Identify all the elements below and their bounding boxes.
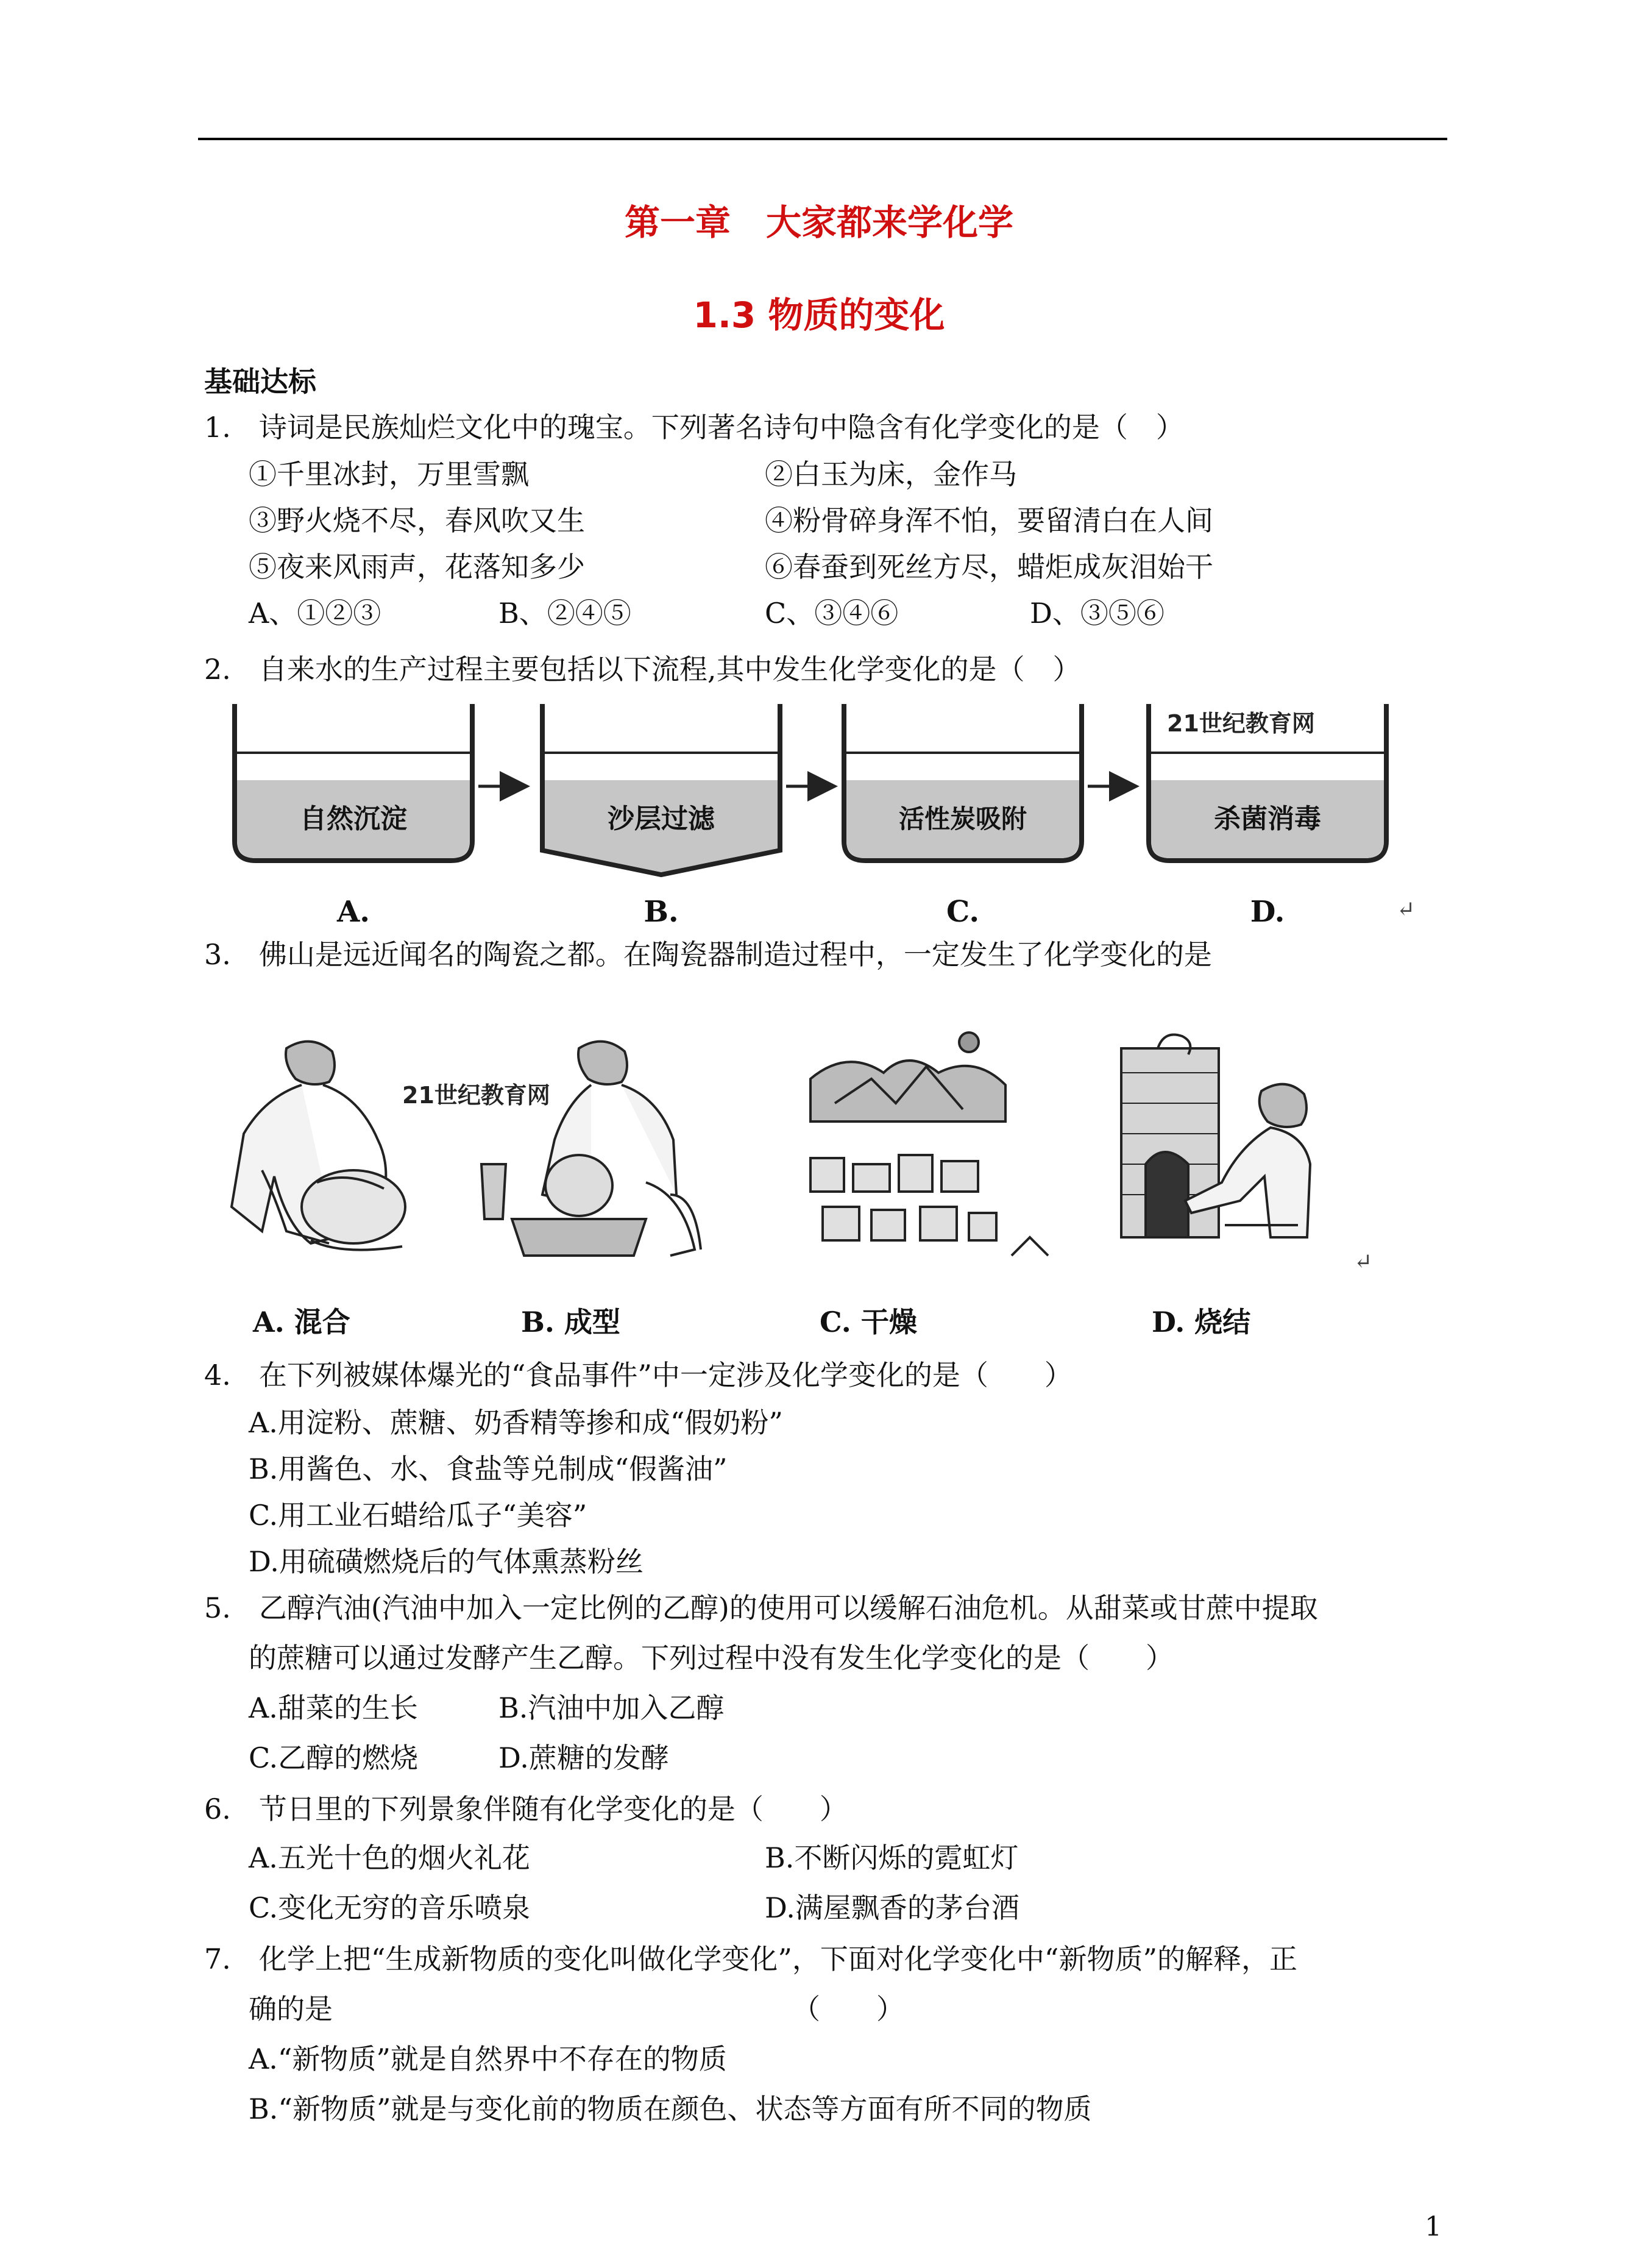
q1-option-c: C、③④⑥	[765, 597, 899, 630]
q4-option-d: D.用硫磺燃烧后的气体熏蒸粉丝	[249, 1545, 644, 1578]
tank-b	[542, 704, 780, 875]
q5-option-b: B.汽油中加入乙醇	[498, 1691, 725, 1724]
tank-d	[1149, 704, 1386, 861]
q4-stem: 4. 在下列被媒体爆光的“食品事件”中一定涉及化学变化的是（ ）	[204, 1359, 1072, 1392]
chapter-title: 第一章 大家都来学化学	[624, 202, 1013, 243]
pottery-caption-b: B. 成型	[521, 1306, 620, 1338]
diagram-letter-b: B.	[644, 895, 679, 929]
q1-item-1: ①千里冰封，万里雪飘	[249, 458, 529, 491]
q7-option-a: A.“新物质”就是自然界中不存在的物质	[249, 2042, 727, 2075]
q7-stem-line2: 确的是	[249, 1992, 333, 2025]
q1-item-6: ⑥春蚕到死丝方尽，蜡炬成灰泪始干	[765, 550, 1213, 583]
q7-stem-line1: 7. 化学上把“生成新物质的变化叫做化学变化”，下面对化学变化中“新物质”的解释，正	[204, 1943, 1297, 1975]
page-number: 1	[1425, 2211, 1442, 2242]
q6-option-c: C.变化无穷的音乐喷泉	[249, 1891, 531, 1924]
pottery-drying-illustration	[810, 1033, 1048, 1256]
q1-item-4: ④粉骨碎身浑不怕，要留清白在人间	[765, 504, 1213, 537]
q6-option-b: B.不断闪烁的霓虹灯	[765, 1841, 1019, 1874]
diagram-letter-a: A.	[337, 895, 370, 929]
q1-option-a: A、①②③	[249, 597, 381, 630]
q5-option-c: C.乙醇的燃烧	[249, 1741, 419, 1774]
pottery-mixing-illustration	[232, 1042, 405, 1250]
q1-option-d: D、③⑤⑥	[1030, 597, 1165, 630]
tank-a-label: 自然沉淀	[300, 803, 407, 834]
diagram-letter-c: C.	[946, 895, 980, 929]
pottery-caption-c: C. 干燥	[820, 1306, 917, 1338]
tank-d-label: 杀菌消毒	[1214, 803, 1321, 834]
q7-option-b: B.“新物质”就是与变化前的物质在颜色、状态等方面有所不同的物质	[249, 2092, 1092, 2125]
pottery-caption-a: A. 混合	[253, 1306, 350, 1338]
return-mark: ↵	[1397, 897, 1416, 922]
q4-option-b: B.用酱色、水、食盐等兑制成“假酱油”	[249, 1452, 728, 1485]
tank-c-label: 活性炭吸附	[898, 804, 1027, 834]
q1-item-3: ③野火烧不尽，春风吹又生	[249, 504, 585, 537]
pottery-caption-d: D. 烧结	[1152, 1306, 1251, 1338]
q6-option-a: A.五光十色的烟火礼花	[249, 1841, 530, 1874]
q5-stem-line1: 5. 乙醇汽油(汽油中加入一定比例的乙醇)的使用可以缓解石油危机。从甜菜或甘蔗中提取	[204, 1591, 1318, 1624]
pottery-firing-illustration	[1121, 1035, 1310, 1238]
pottery-illustrations	[225, 1024, 1395, 1341]
q4-option-c: C.用工业石蜡给瓜子“美容”	[249, 1499, 587, 1532]
q2-watermark: 21世纪教育网	[1167, 710, 1315, 737]
return-mark: ↵	[1354, 1250, 1373, 1274]
q6-stem: 6. 节日里的下列景象伴随有化学变化的是（ ）	[204, 1793, 848, 1825]
section-label: 基础达标	[204, 365, 316, 398]
section-title: 1.3 物质的变化	[693, 294, 945, 336]
diagram-letter-d: D.	[1250, 895, 1285, 929]
q5-option-d: D.蔗糖的发酵	[498, 1741, 669, 1774]
tank-b-label: 沙层过滤	[608, 803, 715, 834]
q4-option-a: A.用淀粉、蔗糖、奶香精等掺和成“假奶粉”	[249, 1406, 783, 1439]
header-rule	[198, 138, 1447, 140]
pottery-shaping-illustration	[481, 1042, 701, 1256]
q1-item-5: ⑤夜来风雨声，花落知多少	[249, 550, 585, 583]
q1-item-2: ②白玉为床，金作马	[765, 458, 1017, 491]
tank-a	[235, 704, 472, 861]
tank-c	[844, 704, 1082, 861]
q6-option-d: D.满屋飘香的茅台酒	[765, 1891, 1019, 1924]
q2-stem: 2. 自来水的生产过程主要包括以下流程,其中发生化学变化的是（ ）	[204, 653, 1081, 686]
q5-option-a: A.甜菜的生长	[249, 1691, 418, 1724]
q1-option-b: B、②④⑤	[498, 597, 631, 630]
q7-answer-blank: （ ）	[792, 1992, 904, 2025]
water-treatment-diagram	[225, 695, 1395, 933]
q3-watermark: 21世纪教育网	[402, 1082, 550, 1109]
q3-stem: 3. 佛山是远近闻名的陶瓷之都。在陶瓷器制造过程中，一定发生了化学变化的是	[204, 938, 1212, 971]
q1-stem: 1. 诗词是民族灿烂文化中的瑰宝。下列著名诗句中隐含有化学变化的是（ ）	[204, 411, 1184, 444]
q5-stem-line2: 的蔗糖可以通过发酵产生乙醇。下列过程中没有发生化学变化的是（ ）	[249, 1641, 1174, 1674]
